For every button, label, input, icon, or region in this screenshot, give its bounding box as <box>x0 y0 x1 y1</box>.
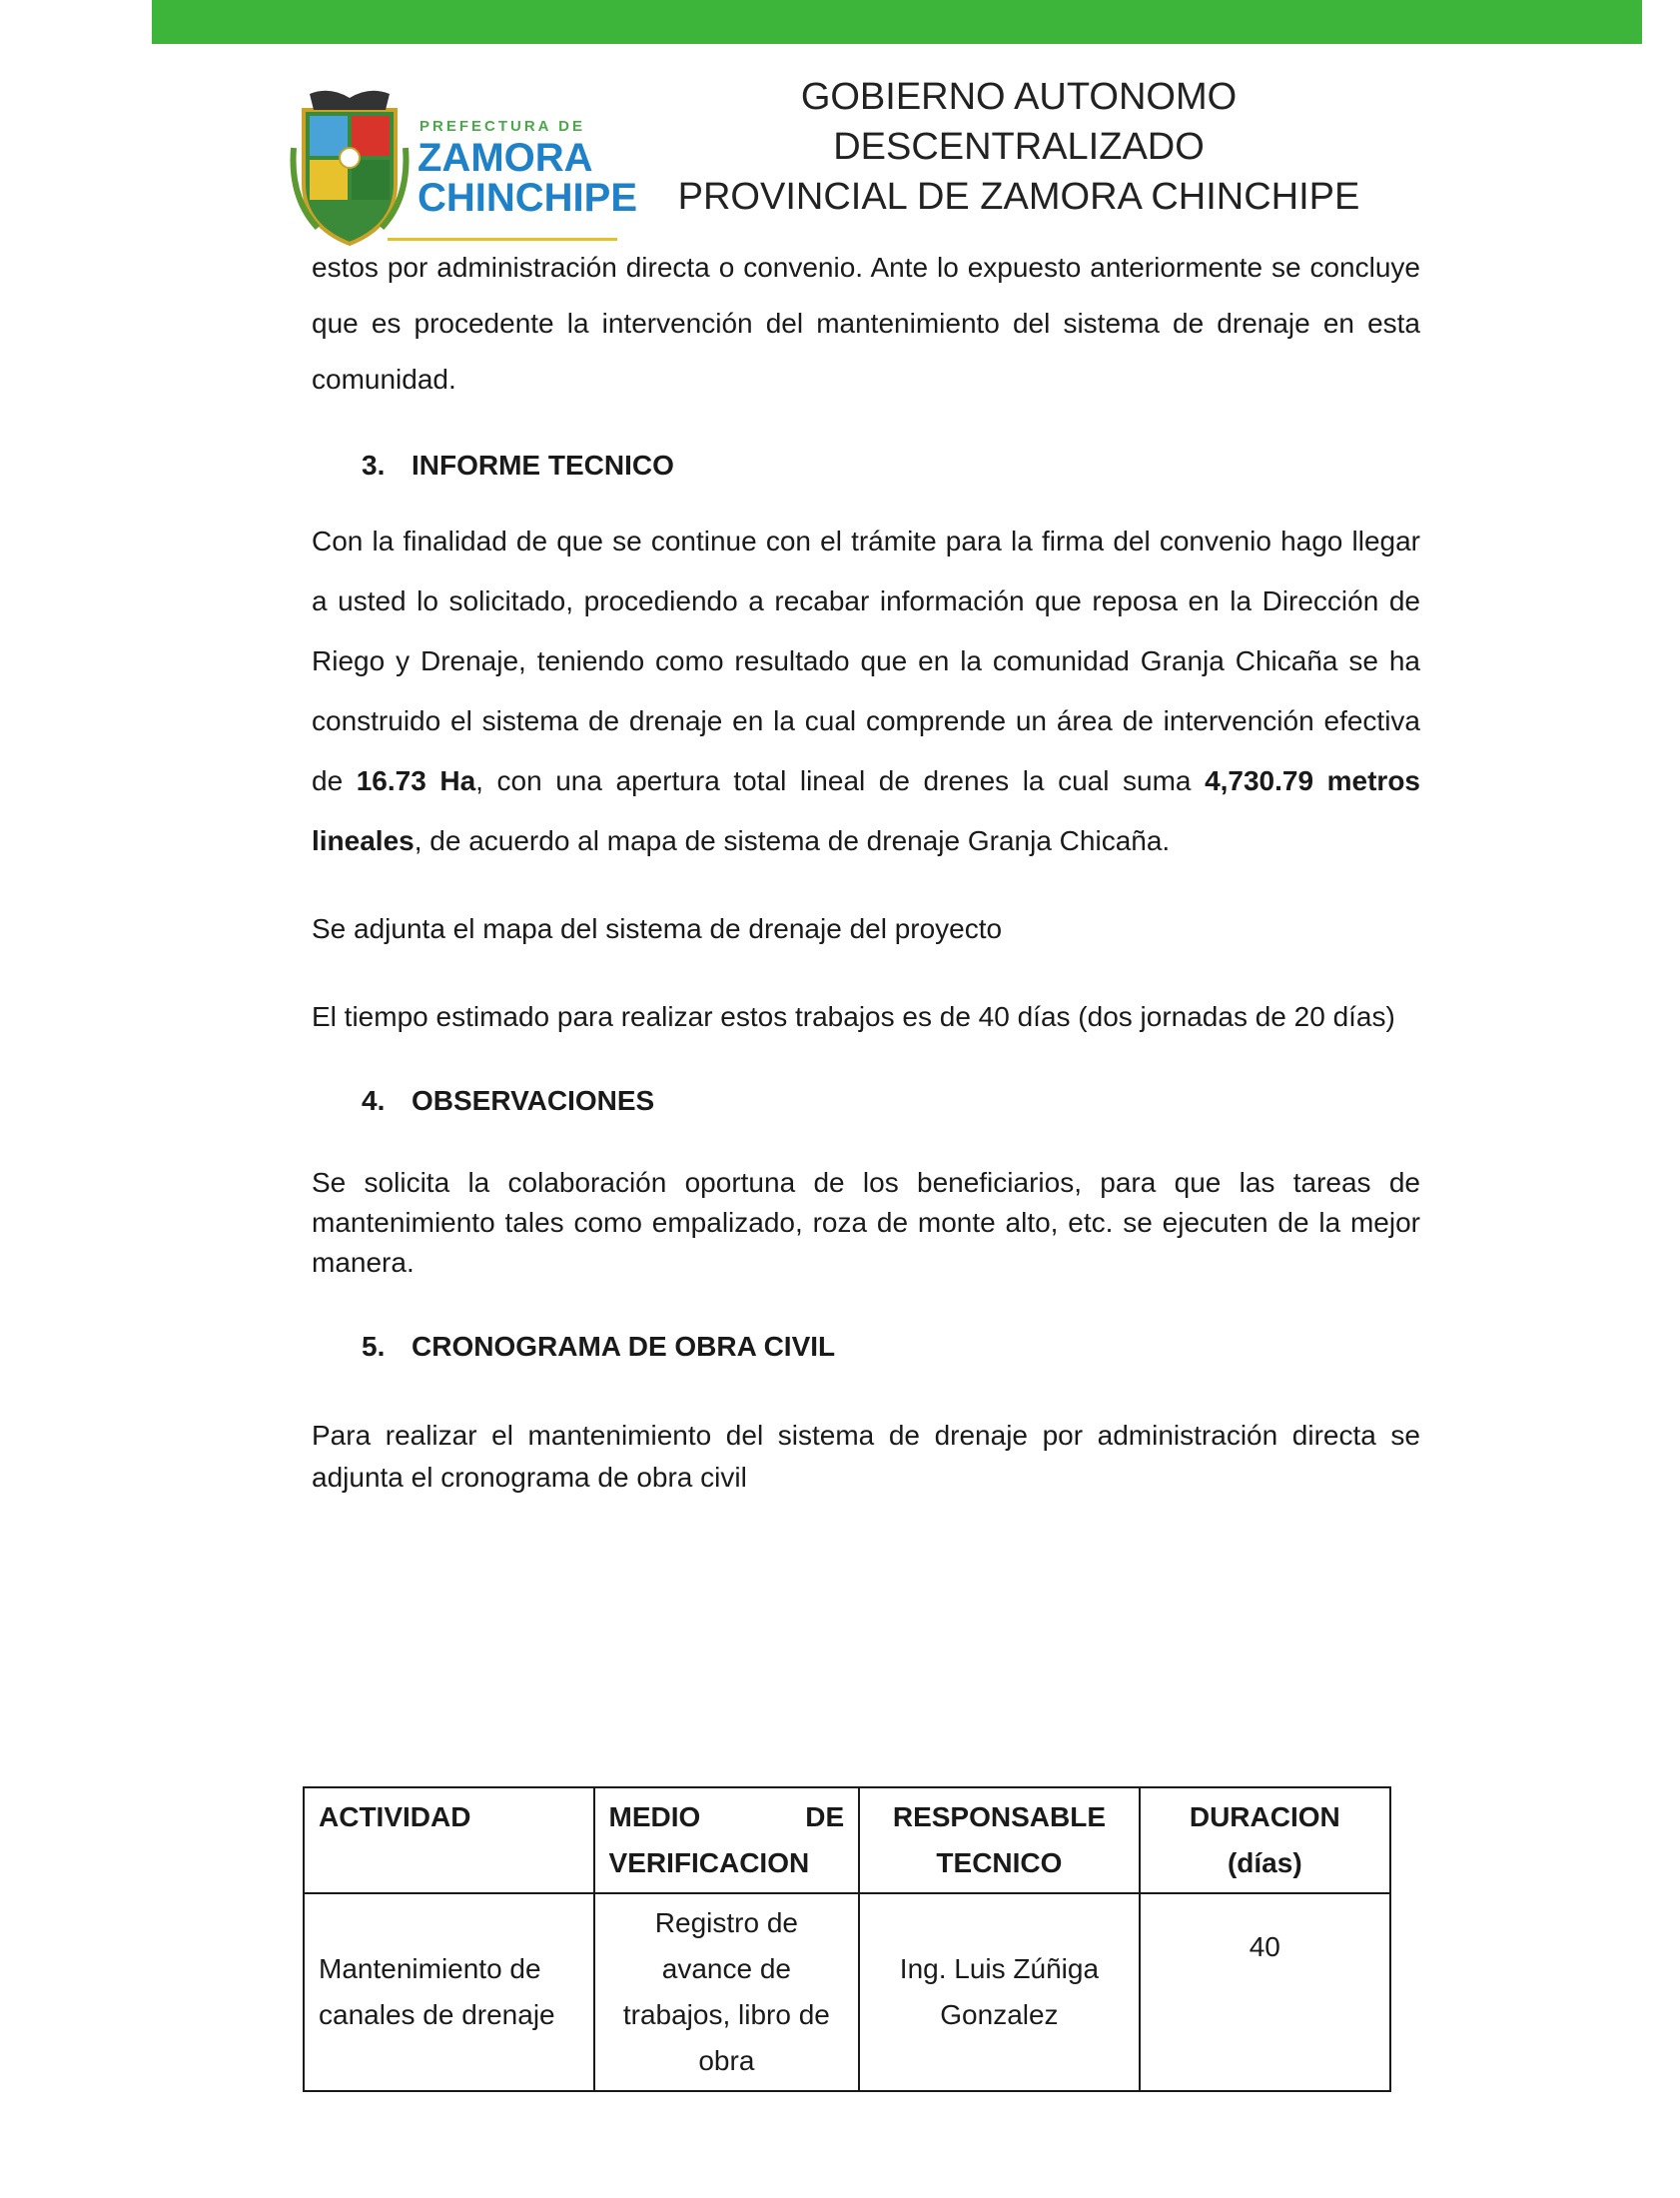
header-activity: ACTIVIDAD <box>304 1787 594 1893</box>
table-row <box>304 1893 1390 2091</box>
observations-paragraph: Se solicita la colaboración oportuna de los beneficiarios, para que las tareas de mantenimiento tales como empalizado, roza de monte alto, etc. se ejecuten de la mejor manera. <box>312 1167 1420 1278</box>
area-value: 16.73 Ha <box>356 765 476 796</box>
section-4-heading <box>362 1085 1420 1117</box>
technical-report-paragraph <box>312 512 1420 871</box>
prefectura-logo <box>290 88 638 248</box>
logo-name-line1: ZAMORA <box>418 136 593 180</box>
table-header-row <box>304 1787 1390 1893</box>
intro-paragraph: estos por administración directa o convenio. Ante lo expuesto anteriormente se concluye que es procedente la intervención del mantenimiento del sistema de drenaje en esta comunidad. <box>312 252 1420 395</box>
time-estimate: El tiempo estimado para realizar estos trabajos es de 40 días (dos jornadas de 20 días) <box>312 1001 1395 1032</box>
cell-responsible: Ing. Luis Zúñiga Gonzalez <box>859 1893 1139 2091</box>
header-duration: DURACION (días) <box>1140 1787 1390 1893</box>
report-text-1: Con la finalidad de que se continue con el trámite para la firma del convenio hago llegar a usted lo solicitado, procediendo a recabar información que reposa en la Dirección de Riego y Drenaje, teniendo como resultado que en la comunidad Granja Chicaña se ha construido el sistema de drenaje en la cual comprende un área de intervención efectiva de <box>312 526 1420 796</box>
government-title-line2: PROVINCIAL DE ZAMORA CHINCHIPE <box>677 176 1360 218</box>
schedule-intro: Para realizar el mantenimiento del sistema de drenaje por administración directa se adjunta el cronograma de obra civil <box>312 1420 1420 1493</box>
cell-duration: 40 <box>1140 1893 1390 2091</box>
coat-of-arms-icon <box>290 88 410 248</box>
section-4-number: 4. <box>362 1085 386 1116</box>
government-title <box>639 72 1398 222</box>
header-verification: MEDIO DE VERIFICACION <box>594 1787 860 1893</box>
length-value: 4,730.79 metros lineales <box>312 765 1420 856</box>
attachment-note: Se adjunta el mapa del sistema de drenaje del proyecto <box>312 913 1003 944</box>
top-green-bar <box>152 0 1642 44</box>
section-5-heading <box>362 1331 1420 1363</box>
cell-verification: Registro de avance de trabajos, libro de obra <box>594 1893 860 2091</box>
section-3-number: 3. <box>362 450 386 481</box>
section-4-title: OBSERVACIONES <box>412 1085 655 1116</box>
schedule-table <box>303 1786 1391 2092</box>
cell-activity: Mantenimiento de canales de drenaje <box>304 1893 594 2091</box>
logo-prefix: PREFECTURA DE <box>420 118 585 135</box>
report-text-3: , de acuerdo al mapa de sistema de drenaje Granja Chicaña. <box>414 825 1171 856</box>
logo-name-line2: CHINCHIPE <box>418 176 638 220</box>
section-3-heading <box>362 450 1420 482</box>
section-5-number: 5. <box>362 1331 386 1362</box>
report-text-2: , con una apertura total lineal de drenes la cual suma <box>475 765 1206 796</box>
section-5-title: CRONOGRAMA DE OBRA CIVIL <box>412 1331 836 1362</box>
document-body <box>312 240 1420 1499</box>
logo-name <box>418 138 637 218</box>
section-3-title: INFORME TECNICO <box>412 450 674 481</box>
government-title-line1: GOBIERNO AUTONOMO DESCENTRALIZADO <box>800 76 1238 168</box>
header-responsible: RESPONSABLE TECNICO <box>859 1787 1139 1893</box>
